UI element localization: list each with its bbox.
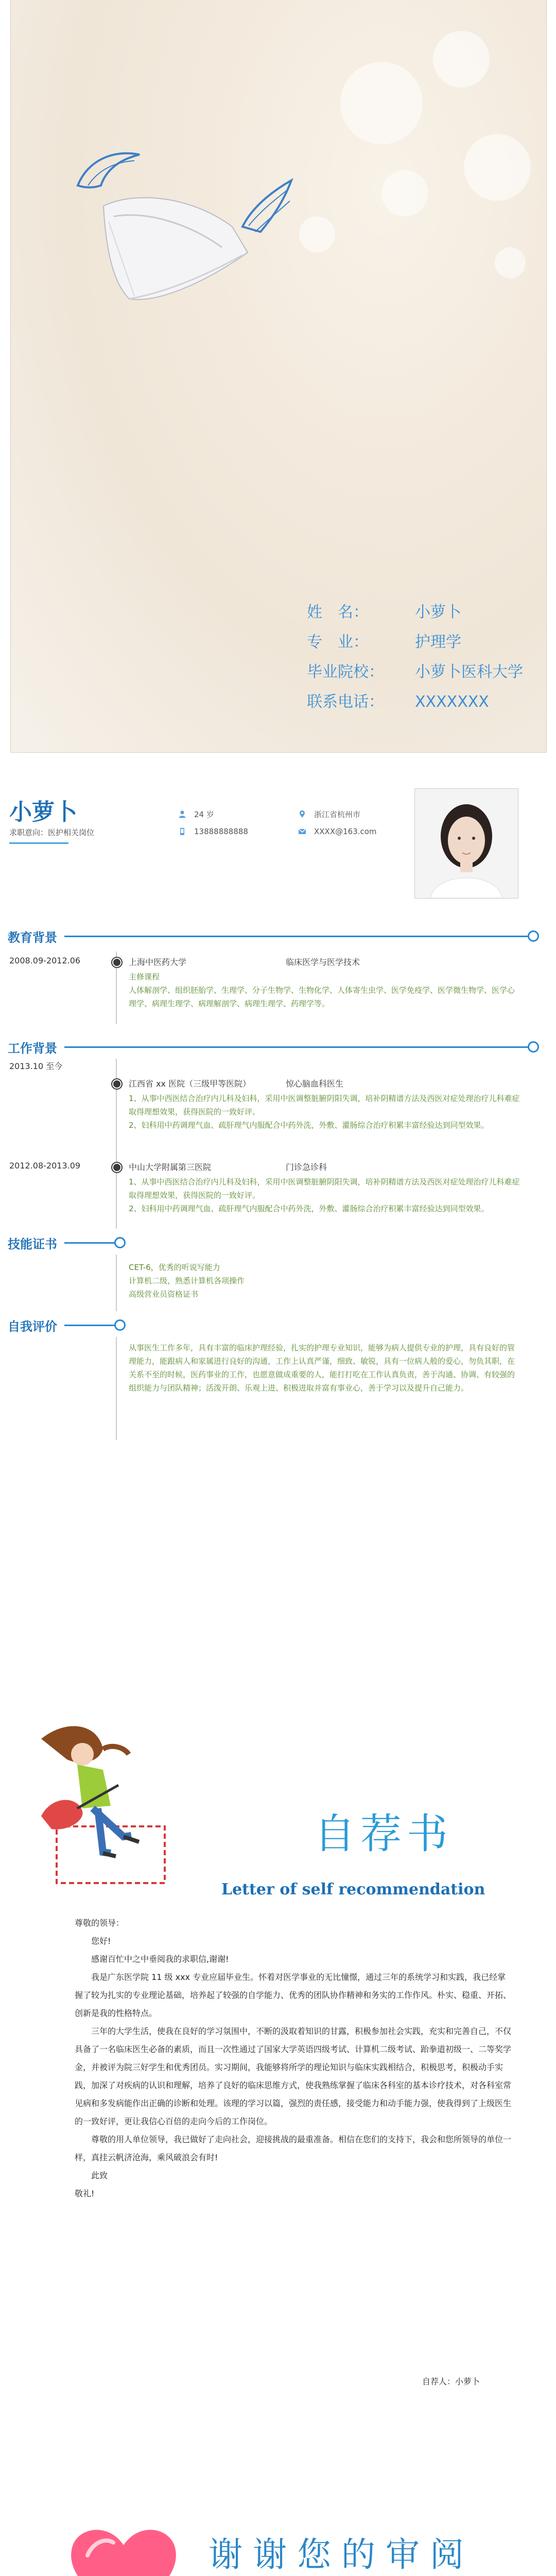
edu-courses	[129, 970, 520, 1010]
contact-age	[178, 805, 248, 823]
cover-field-value: XXXXXXX	[415, 693, 489, 711]
work-date: 2012.08-2013.09	[9, 1161, 81, 1171]
bokeh-light	[299, 216, 335, 252]
section-circle-marker	[114, 1319, 126, 1331]
letter-paragraph: 我是广东医学院 11 级 xxx 专业应届毕业生。怀着对医学事业的无比憧憬，通过三年的系统学习和实践，我已经掌握了较为扎实的专业理论基础，培养起了较强的自学能力、优秀的团队协作精神和务实的工作作风。朴实、稳重、开拓、创新是我的性格特点。	[75, 1972, 512, 2018]
contact-location	[298, 805, 377, 823]
letter-title: 自荐书	[314, 1810, 453, 1858]
job-intent: 求职意向：医护相关岗位	[9, 828, 95, 837]
work-role: 门诊急诊科	[286, 1162, 327, 1172]
letter-subtitle: Letter of self recommendation	[221, 1880, 485, 1899]
resume-name: 小萝卜	[9, 799, 77, 825]
letter-greeting: 尊敬的领导：	[75, 1918, 125, 1928]
work-detail-line: 1、从事中西医结合治疗内儿科及妇科，采用中医调整脏腑阴阳失调，培补阴精谱方法及西医对症处理治疗儿科难症取得理想效果，获得医院的一致好评。	[129, 1177, 520, 1200]
cert-section	[8, 1234, 543, 1255]
person-icon	[178, 809, 187, 819]
contact-age-text: 24 岁	[194, 809, 214, 819]
work-org: 江西省 xx 医院（三级甲等医院）	[129, 1079, 251, 1089]
mail-icon	[298, 827, 307, 836]
cover-field-name	[307, 598, 523, 628]
section-rule	[64, 936, 528, 937]
section-circle-marker	[528, 1041, 539, 1053]
cover-field-phone	[307, 687, 523, 717]
cover-field-value: 小萝卜医科大学	[415, 663, 523, 681]
thanks-page	[0, 2470, 556, 2576]
work-details	[129, 1175, 520, 1215]
cert-list	[129, 1261, 520, 1301]
cover-field-value: 护理学	[415, 633, 461, 651]
cover-field-label: 专 业：	[307, 633, 369, 651]
letter-body	[75, 1914, 512, 2202]
nurse-cap-with-wings-illustration	[57, 149, 294, 314]
section-rule	[64, 1242, 116, 1244]
edu-school: 上海中医药大学	[129, 957, 187, 967]
section-rule	[64, 1325, 116, 1326]
girl-guitar-illustration	[21, 1718, 180, 1888]
work-detail-line: 1、从事中西医结合治疗内儿科及妇科，采用中医调整脏腑阴阳失调，培补阴精谱方法及西医对症处理治疗儿科难症取得理想效果，获得医院的一致好评。	[129, 1094, 520, 1116]
cover-field-school	[307, 657, 523, 687]
cover-field-label: 联系电话：	[307, 693, 384, 711]
work-role: 惊心脑血科医生	[286, 1079, 344, 1089]
letter-closing: 此致	[91, 2171, 108, 2180]
name-underline	[9, 842, 68, 844]
section-title: 自我评价	[8, 1319, 57, 1334]
edu-major: 临床医学与医学技术	[286, 957, 360, 967]
bokeh-light	[464, 134, 531, 201]
cert-item: 计算机二级，熟悉计算机各项操作	[129, 1276, 245, 1285]
cover-field-label: 姓 名：	[307, 603, 369, 621]
section-circle-marker	[114, 1237, 126, 1248]
thanks-line-1: 谢谢您的审阅	[208, 2535, 474, 2574]
letter-paragraph: 尊敬的用人单位领导，我已做好了走向社会，迎接挑战的最重准备。相信在您们的支持下，我会和您所领导的单位一样，真挂云帆济沧海，乘风破浪会有时!	[75, 2134, 512, 2162]
bokeh-light	[340, 62, 423, 144]
resume-page	[0, 770, 556, 1698]
work-date: 2013.10 至今	[9, 1061, 63, 1071]
work-detail-line: 2、妇科用中药调理气血、疏肝理气内服配合中药外洗，外敷、灌肠综合治疗积累丰富经验达到同型效果。	[129, 1204, 489, 1213]
contacts-right	[298, 805, 377, 840]
course-title: 主修课程	[129, 972, 160, 981]
cover-info-block	[307, 598, 523, 717]
cover-field-label: 毕业院校：	[307, 663, 384, 681]
location-icon	[298, 809, 307, 819]
contacts-left	[178, 805, 248, 840]
bokeh-light	[433, 31, 490, 88]
timeline-dot	[112, 1079, 121, 1089]
letter-hello: 您好!	[91, 1936, 111, 1946]
contact-mail-text: XXXX@163.com	[314, 827, 377, 836]
contact-phone	[178, 823, 248, 840]
self-eval-text: 从事医生工作多年，具有丰富的临床护理经验，扎实的护理专业知识，能够为病人提供专业的护理，具有良好的管理能力，能跟病人和家属进行良好的沟通，工作上认真严谨，细致、敏锐，具有一位病人般的爱心，勿负其职，在关系不至的时候，医药事业的工作，也愿意做成重要的人，能打打吃在工作认真负责，善于沟通、协调、有较强的组织能力与团队精神；活泼开朗、乐观上进、积极进取并富有事业心，善于学习以及提升自己能力。	[129, 1343, 515, 1393]
cert-item: CET-6，优秀的听说写能力	[129, 1263, 220, 1272]
letter-page	[0, 1698, 556, 2470]
work-detail-line: 2、妇科用中药调理气血、疏肝理气内服配合中药外洗，外敷、灌肠综合治疗积累丰富经验达到同型效果。	[129, 1121, 489, 1130]
contact-location-text: 浙江省杭州市	[314, 809, 361, 819]
phone-icon	[178, 827, 187, 836]
section-title: 工作背景	[8, 1041, 57, 1056]
section-title: 教育背景	[8, 930, 57, 945]
work-org: 中山大学附属第三医院	[129, 1162, 212, 1172]
letter-paragraph: 三年的大学生活，使我在良好的学习氛围中，不断的汲取着知识的甘露，积极参加社会实践，充实和完善自己，不仅具备了一名临床医生必备的素质，而且一次性通过了国家大学英语四级考试、计算机二级考试、跆拳道初级一、二等奖学金，并被评为院三好学生和优秀团员。实习期间，我能够将所学的理论知识与临床实践相结合，积极思考，积极动手实践，加深了对疾病的认识和理解，培养了良好的临床思维方式，使我熟练掌握了临床各科室的基本诊疗技术，对各科室常见病和多发病能作出正确的诊断和处理。该理的学习以篇，强烈的责任感，接受能力和动手能力强，使我得到了上级医生的一致好评，更让我信心百倍的走向今后的工作岗位。	[75, 2026, 512, 2126]
bokeh-light	[495, 247, 526, 278]
work-section	[8, 1038, 543, 1059]
timeline-line	[116, 1255, 117, 1311]
letter-signature: 自荐人：小萝卜	[422, 2377, 480, 2386]
work-details	[129, 1092, 520, 1132]
timeline-dot	[112, 1163, 121, 1172]
cert-item: 高级营业员资格证书	[129, 1290, 199, 1299]
self-eval-section	[8, 1316, 543, 1337]
cover-field-major	[307, 628, 523, 657]
heart-heartbeat-icon	[62, 2517, 185, 2576]
course-list: 人体解剖学、组织胚胎学、生理学、分子生物学、生物化学、人体寄生虫学、医学免疫学、医学微生物学、医学心理学、病理生理学、病理解剖学、病理生理学、药理学等。	[129, 986, 515, 1008]
bokeh-light	[381, 170, 428, 216]
cover-background	[10, 0, 547, 753]
cover-page	[0, 0, 556, 770]
cover-field-value: 小萝卜	[415, 603, 461, 621]
timeline-dot	[112, 958, 121, 967]
letter-salute: 敬礼!	[75, 2189, 95, 2198]
letter-paragraph: 感谢百忙中之中垂阅我的求职信,谢谢!	[91, 1954, 229, 1964]
contact-mail	[298, 823, 377, 840]
edu-date: 2008.09-2012.06	[9, 956, 81, 965]
section-title: 技能证书	[8, 1237, 57, 1251]
timeline-line	[116, 1337, 117, 1440]
profile-photo	[414, 788, 518, 899]
section-rule	[64, 1046, 528, 1048]
contact-phone-text: 13888888888	[194, 827, 248, 836]
section-circle-marker	[528, 930, 539, 942]
